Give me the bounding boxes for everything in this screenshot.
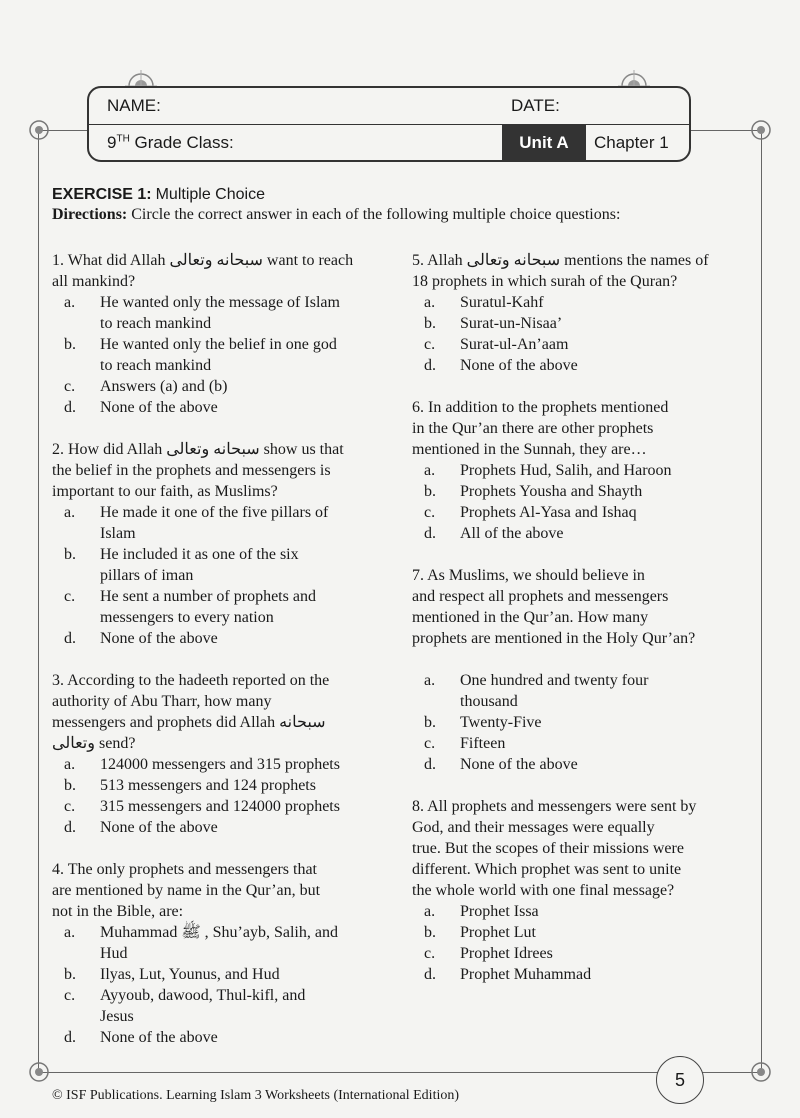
exercise-title-bold: EXERCISE 1: [52, 186, 152, 203]
exercise-subtitle: Multiple Choice [155, 186, 265, 203]
option-text-line: Surat-ul-An’aam [460, 336, 569, 353]
option-letter: a. [424, 672, 436, 689]
answer-option[interactable] [52, 964, 387, 985]
option-text-line: He sent a number of prophets and [100, 588, 316, 605]
option-text [460, 733, 732, 754]
footer-copyright: © ISF Publications. Learning Islam 3 Worksheets (International Edition) [52, 1088, 460, 1103]
answer-option[interactable] [412, 712, 732, 733]
answer-option[interactable] [412, 523, 732, 544]
option-letter: a. [64, 294, 76, 311]
option-letter: b. [64, 336, 76, 353]
directions-label: Directions: [52, 206, 128, 223]
answer-option[interactable] [412, 334, 732, 355]
option-text-line: Answers (a) and (b) [100, 378, 228, 395]
option-text-line: Twenty-Five [460, 714, 542, 731]
answer-option[interactable] [52, 502, 387, 544]
option-text [460, 901, 732, 922]
option-letter: a. [64, 504, 76, 521]
option-text [100, 334, 387, 376]
answer-option[interactable] [52, 334, 387, 376]
answer-option[interactable] [52, 1027, 387, 1048]
option-text-line: thousand [460, 693, 518, 710]
question-text: 8. All prophets and messengers were sent by [412, 798, 697, 815]
answer-option[interactable] [412, 292, 732, 313]
answer-option[interactable] [412, 922, 732, 943]
answer-option[interactable] [52, 796, 387, 817]
option-text-line: He wanted only the belief in one god [100, 336, 337, 353]
unit-badge: Unit A [502, 125, 586, 160]
option-text [460, 481, 732, 502]
option-letter: c. [424, 504, 436, 521]
option-letter: b. [424, 714, 436, 731]
option-text-line: Hud [100, 945, 128, 962]
option-text-line: None of the above [100, 630, 218, 647]
option-text [100, 292, 387, 334]
question [52, 250, 387, 418]
option-letter: d. [64, 630, 76, 647]
question [412, 565, 732, 775]
option-text-line: Prophets Hud, Salih, and Haroon [460, 462, 672, 479]
option-text [460, 712, 732, 733]
answer-option[interactable] [412, 481, 732, 502]
answer-option[interactable] [52, 292, 387, 334]
option-letter: c. [424, 336, 436, 353]
question-text: 4. The only prophets and messengers that [52, 861, 317, 878]
grade-class-text: Grade Class: [129, 133, 234, 152]
answer-option[interactable] [52, 586, 387, 628]
option-letter: b. [424, 483, 436, 500]
option-letter: a. [424, 903, 436, 920]
option-text [460, 964, 732, 985]
corner-ornament-icon [26, 117, 52, 143]
option-letter: a. [424, 462, 436, 479]
answer-option[interactable] [412, 355, 732, 376]
question-text: all mankind? [52, 273, 136, 290]
option-text-line: 513 messengers and 124 prophets [100, 777, 316, 794]
question-text: 5. Allah سبحانه وتعالى mentions the names of [412, 252, 709, 269]
corner-ornament-icon [748, 117, 774, 143]
chapter-label: Chapter 1 [594, 133, 669, 152]
option-text-line: All of the above [460, 525, 564, 542]
answer-option[interactable] [52, 376, 387, 397]
left-question-column [52, 250, 387, 1048]
option-letter: b. [424, 315, 436, 332]
option-text-line: None of the above [460, 756, 578, 773]
question-text: God, and their messages were equally [412, 819, 655, 836]
answer-option[interactable] [412, 460, 732, 481]
worksheet-header [87, 86, 691, 162]
question-text: not in the Bible, are: [52, 903, 184, 920]
question-text: different. Which prophet was sent to unite [412, 861, 682, 878]
option-text [100, 586, 387, 628]
option-text-line: Prophets Al-Yasa and Ishaq [460, 504, 637, 521]
option-text [100, 775, 387, 796]
question-text: mentioned in the Sunnah, they are… [412, 441, 647, 458]
question [52, 859, 387, 1048]
question-text: prophets are mentioned in the Holy Qur’an? [412, 630, 696, 647]
option-text-line: 124000 messengers and 315 prophets [100, 756, 340, 773]
header-row-name-date [89, 88, 689, 125]
option-text-line: He made it one of the five pillars of [100, 504, 329, 521]
grade-class-label [107, 133, 234, 153]
option-text [100, 922, 387, 964]
option-letter: d. [64, 399, 76, 416]
answer-option[interactable] [412, 943, 732, 964]
question-text: 6. In addition to the prophets mentioned [412, 399, 669, 416]
option-letter: d. [424, 357, 436, 374]
page-frame-right [761, 130, 762, 1070]
option-text-line: Ayyoub, dawood, Thul-kifl, and [100, 987, 306, 1004]
option-text-line: None of the above [460, 357, 578, 374]
option-text-line: Prophet Lut [460, 924, 536, 941]
question [52, 670, 387, 838]
question [412, 397, 732, 544]
option-text-line: Suratul-Kahf [460, 294, 544, 311]
question-gap [52, 418, 387, 439]
option-letter: c. [64, 987, 76, 1004]
question-text: important to our faith, as Muslims? [52, 483, 278, 500]
option-text [100, 397, 387, 418]
option-letter: a. [64, 756, 76, 773]
corner-ornament-icon [26, 1059, 52, 1085]
question-text: 18 prophets in which surah of the Quran? [412, 273, 678, 290]
question-text [412, 649, 732, 670]
option-text-line: One hundred and twenty four [460, 672, 649, 689]
option-text-line: Surat-un-Nisaa’ [460, 315, 563, 332]
option-text [100, 544, 387, 586]
option-letter: a. [424, 294, 436, 311]
option-letter: a. [64, 924, 76, 941]
answer-option[interactable] [412, 964, 732, 985]
question-gap [412, 544, 732, 565]
question-text: 7. As Muslims, we should believe in [412, 567, 645, 584]
question-text: are mentioned by name in the Qur’an, but [52, 882, 321, 899]
option-letter: c. [64, 378, 76, 395]
question-text: and respect all prophets and messengers [412, 588, 669, 605]
option-text-line: Jesus [100, 1008, 134, 1025]
question-text: 1. What did Allah سبحانه وتعالى want to reach [52, 252, 354, 269]
option-text [460, 943, 732, 964]
answer-option[interactable] [52, 922, 387, 964]
option-letter: b. [424, 924, 436, 941]
option-text [460, 754, 732, 775]
option-text [460, 313, 732, 334]
grade-suffix: TH [116, 133, 130, 145]
page-frame-bottom [38, 1072, 762, 1073]
option-letter: d. [64, 819, 76, 836]
option-text-line: messengers to every nation [100, 609, 274, 626]
option-text [100, 796, 387, 817]
question-text: true. But the scopes of their missions were [412, 840, 684, 857]
option-text-line: None of the above [100, 399, 218, 416]
option-text-line: Ilyas, Lut, Younus, and Hud [100, 966, 280, 983]
answer-option[interactable] [52, 628, 387, 649]
answer-option[interactable] [412, 313, 732, 334]
option-text-line: None of the above [100, 819, 218, 836]
directions-text: Circle the correct answer in each of the following multiple choice questions: [127, 206, 621, 223]
question [412, 796, 732, 985]
answer-option[interactable] [412, 901, 732, 922]
option-text-line: He included it as one of the six [100, 546, 299, 563]
option-text [100, 376, 387, 397]
option-text [460, 292, 732, 313]
option-text-line: to reach mankind [100, 357, 212, 374]
answer-option[interactable] [52, 817, 387, 838]
option-text-line: Prophet Muhammad [460, 966, 592, 983]
question-text: 3. According to the hadeeth reported on the [52, 672, 330, 689]
answer-option[interactable] [412, 502, 732, 523]
answer-option[interactable] [412, 733, 732, 754]
option-text [460, 334, 732, 355]
question [412, 250, 732, 376]
option-text [460, 523, 732, 544]
answer-option[interactable] [52, 985, 387, 1027]
answer-option[interactable] [412, 754, 732, 775]
option-text [100, 502, 387, 544]
directions [52, 206, 620, 224]
option-text-line: Fifteen [460, 735, 506, 752]
answer-option[interactable] [52, 397, 387, 418]
option-text [460, 922, 732, 943]
option-text [100, 985, 387, 1027]
option-text-line: Muhammad ﷺ , Shu’ayb, Salih, and [100, 924, 338, 941]
option-letter: b. [64, 966, 76, 983]
option-text [460, 355, 732, 376]
question [52, 439, 387, 649]
name-label: NAME: [107, 96, 161, 115]
option-text-line: None of the above [100, 1029, 218, 1046]
option-text [100, 817, 387, 838]
question-gap [412, 775, 732, 796]
answer-option[interactable] [52, 775, 387, 796]
question-text: وتعالى send? [52, 735, 136, 752]
corner-ornament-icon [748, 1059, 774, 1085]
option-letter: d. [424, 756, 436, 773]
question-text: authority of Abu Tharr, how many [52, 693, 272, 710]
option-text-line: Islam [100, 525, 136, 542]
answer-option[interactable] [52, 754, 387, 775]
option-text-line: pillars of iman [100, 567, 194, 584]
page-frame-left [38, 130, 39, 1070]
page-number: 5 [656, 1056, 704, 1104]
option-letter: c. [424, 735, 436, 752]
exercise-title [52, 186, 265, 204]
grade-number: 9 [107, 133, 117, 152]
option-letter: c. [64, 588, 76, 605]
answer-option[interactable] [52, 544, 387, 586]
option-letter: d. [424, 525, 436, 542]
option-text [460, 670, 732, 712]
option-text-line: 315 messengers and 124000 prophets [100, 798, 340, 815]
question-text: 2. How did Allah سبحانه وتعالى show us that [52, 441, 344, 458]
question-gap [412, 376, 732, 397]
answer-option[interactable] [412, 670, 732, 712]
option-text [460, 502, 732, 523]
option-letter: b. [64, 546, 76, 563]
right-question-column [412, 250, 732, 985]
option-text-line: Prophets Yousha and Shayth [460, 483, 643, 500]
question-gap [52, 838, 387, 859]
option-text-line: He wanted only the message of Islam [100, 294, 340, 311]
question-text: messengers and prophets did Allah سبحانه [52, 714, 326, 731]
option-text [100, 754, 387, 775]
option-letter: c. [64, 798, 76, 815]
option-text [100, 1027, 387, 1048]
question-text: mentioned in the Qur’an. How many [412, 609, 649, 626]
option-text [100, 964, 387, 985]
option-text-line: Prophet Idrees [460, 945, 553, 962]
option-letter: d. [64, 1029, 76, 1046]
option-letter: b. [64, 777, 76, 794]
option-text-line: to reach mankind [100, 315, 212, 332]
option-text [100, 628, 387, 649]
option-letter: d. [424, 966, 436, 983]
date-label: DATE: [511, 96, 560, 115]
question-text: in the Qur’an there are other prophets [412, 420, 654, 437]
question-gap [52, 649, 387, 670]
option-letter: c. [424, 945, 436, 962]
question-text: the belief in the prophets and messengers is [52, 462, 331, 479]
option-text-line: Prophet Issa [460, 903, 539, 920]
question-text: the whole world with one final message? [412, 882, 675, 899]
option-text [460, 460, 732, 481]
